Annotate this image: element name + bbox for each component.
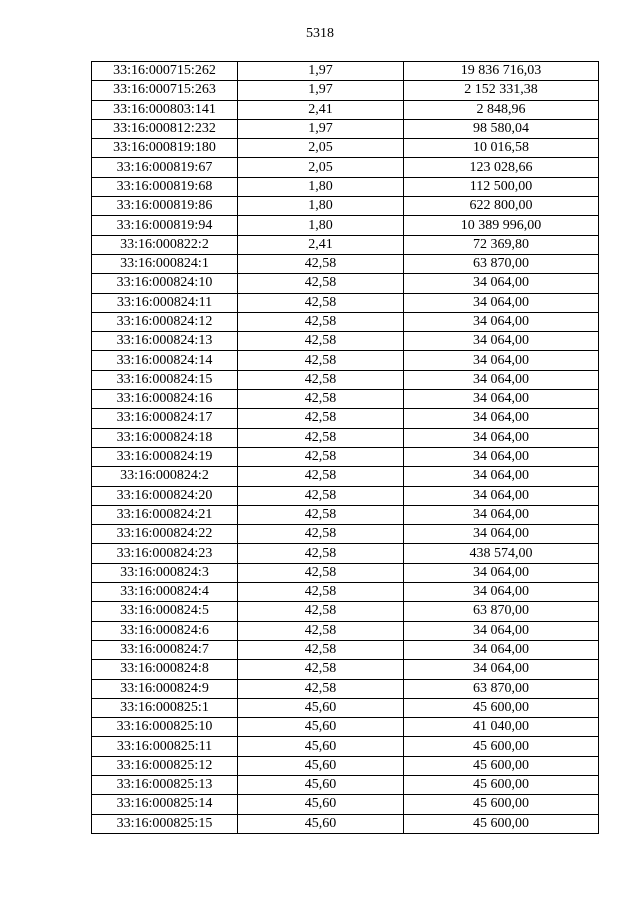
table-row (92, 100, 599, 119)
rate-cell: 42,58 (238, 254, 404, 273)
table-row (92, 409, 599, 428)
table-row (92, 486, 599, 505)
value-cell: 34 064,00 (404, 409, 599, 428)
table-row (92, 698, 599, 717)
rate-cell: 42,58 (238, 390, 404, 409)
rate-cell: 1,97 (238, 62, 404, 81)
table-row (92, 621, 599, 640)
cadastral-number-cell: 33:16:000825:15 (92, 814, 238, 833)
value-cell: 34 064,00 (404, 274, 599, 293)
cadastral-number-cell: 33:16:000824:6 (92, 621, 238, 640)
rate-cell: 42,58 (238, 409, 404, 428)
value-cell: 2 152 331,38 (404, 81, 599, 100)
rate-cell: 42,58 (238, 467, 404, 486)
cadastral-number-cell: 33:16:000819:94 (92, 216, 238, 235)
table-row (92, 679, 599, 698)
table-row (92, 216, 599, 235)
cadastral-number-cell: 33:16:000825:12 (92, 756, 238, 775)
value-cell: 34 064,00 (404, 583, 599, 602)
cadastral-number-cell: 33:16:000822:2 (92, 235, 238, 254)
cadastral-number-cell: 33:16:000824:5 (92, 602, 238, 621)
value-cell: 34 064,00 (404, 505, 599, 524)
value-cell: 34 064,00 (404, 447, 599, 466)
value-cell: 10 016,58 (404, 139, 599, 158)
cadastral-number-cell: 33:16:000824:19 (92, 447, 238, 466)
rate-cell: 1,80 (238, 177, 404, 196)
value-cell: 45 600,00 (404, 698, 599, 717)
cadastral-number-cell: 33:16:000824:4 (92, 583, 238, 602)
rate-cell: 42,58 (238, 602, 404, 621)
table-row (92, 718, 599, 737)
rate-cell: 42,58 (238, 274, 404, 293)
cadastral-number-cell: 33:16:000824:2 (92, 467, 238, 486)
rate-cell: 42,58 (238, 563, 404, 582)
value-cell: 34 064,00 (404, 486, 599, 505)
value-cell: 34 064,00 (404, 428, 599, 447)
cadastral-number-cell: 33:16:000824:18 (92, 428, 238, 447)
cadastral-number-cell: 33:16:000715:263 (92, 81, 238, 100)
rate-cell: 42,58 (238, 544, 404, 563)
cadastral-number-cell: 33:16:000824:20 (92, 486, 238, 505)
rate-cell: 1,80 (238, 197, 404, 216)
rate-cell: 45,60 (238, 756, 404, 775)
value-cell: 72 369,80 (404, 235, 599, 254)
value-cell: 112 500,00 (404, 177, 599, 196)
cadastral-number-cell: 33:16:000819:86 (92, 197, 238, 216)
rate-cell: 42,58 (238, 525, 404, 544)
rate-cell: 2,05 (238, 158, 404, 177)
value-cell: 63 870,00 (404, 602, 599, 621)
rate-cell: 2,41 (238, 100, 404, 119)
rate-cell: 42,58 (238, 370, 404, 389)
cadastral-number-cell: 33:16:000825:11 (92, 737, 238, 756)
rate-cell: 42,58 (238, 312, 404, 331)
value-cell: 34 064,00 (404, 467, 599, 486)
cadastral-number-cell: 33:16:000824:23 (92, 544, 238, 563)
cadastral-number-cell: 33:16:000824:11 (92, 293, 238, 312)
table-row (92, 351, 599, 370)
cadastral-number-cell: 33:16:000824:22 (92, 525, 238, 544)
cadastral-number-cell: 33:16:000824:8 (92, 660, 238, 679)
rate-cell: 1,97 (238, 81, 404, 100)
value-cell: 123 028,66 (404, 158, 599, 177)
value-cell: 98 580,04 (404, 119, 599, 138)
table-row (92, 177, 599, 196)
rate-cell: 42,58 (238, 583, 404, 602)
table-row (92, 775, 599, 794)
value-cell: 34 064,00 (404, 293, 599, 312)
rate-cell: 42,58 (238, 621, 404, 640)
table-row (92, 312, 599, 331)
value-cell: 34 064,00 (404, 640, 599, 659)
cadastral-number-cell: 33:16:000824:16 (92, 390, 238, 409)
rate-cell: 42,58 (238, 679, 404, 698)
table-row (92, 505, 599, 524)
rate-cell: 42,58 (238, 447, 404, 466)
table-row (92, 602, 599, 621)
rate-cell: 45,60 (238, 698, 404, 717)
rate-cell: 42,58 (238, 486, 404, 505)
table-row (92, 390, 599, 409)
table-row (92, 332, 599, 351)
value-cell: 438 574,00 (404, 544, 599, 563)
rate-cell: 45,60 (238, 775, 404, 794)
value-cell: 63 870,00 (404, 254, 599, 273)
cadastral-number-cell: 33:16:000825:10 (92, 718, 238, 737)
cadastral-table (91, 61, 599, 834)
value-cell: 10 389 996,00 (404, 216, 599, 235)
value-cell: 34 064,00 (404, 563, 599, 582)
value-cell: 45 600,00 (404, 814, 599, 833)
cadastral-number-cell: 33:16:000824:17 (92, 409, 238, 428)
value-cell: 45 600,00 (404, 795, 599, 814)
rate-cell: 45,60 (238, 718, 404, 737)
value-cell: 45 600,00 (404, 737, 599, 756)
cadastral-number-cell: 33:16:000715:262 (92, 62, 238, 81)
value-cell: 2 848,96 (404, 100, 599, 119)
rate-cell: 42,58 (238, 293, 404, 312)
rate-cell: 1,80 (238, 216, 404, 235)
rate-cell: 45,60 (238, 737, 404, 756)
cadastral-number-cell: 33:16:000824:13 (92, 332, 238, 351)
value-cell: 45 600,00 (404, 756, 599, 775)
value-cell: 34 064,00 (404, 390, 599, 409)
cadastral-number-cell: 33:16:000824:21 (92, 505, 238, 524)
table-row (92, 756, 599, 775)
table-row (92, 274, 599, 293)
cadastral-number-cell: 33:16:000819:67 (92, 158, 238, 177)
table-row (92, 563, 599, 582)
rate-cell: 1,97 (238, 119, 404, 138)
cadastral-number-cell: 33:16:000824:9 (92, 679, 238, 698)
table-row (92, 62, 599, 81)
rate-cell: 42,58 (238, 351, 404, 370)
table-row (92, 235, 599, 254)
table-row (92, 814, 599, 833)
table-row (92, 370, 599, 389)
table-row (92, 525, 599, 544)
table-body (92, 62, 599, 834)
value-cell: 34 064,00 (404, 660, 599, 679)
cadastral-number-cell: 33:16:000824:7 (92, 640, 238, 659)
rate-cell: 42,58 (238, 505, 404, 524)
rate-cell: 42,58 (238, 640, 404, 659)
cadastral-number-cell: 33:16:000824:3 (92, 563, 238, 582)
rate-cell: 42,58 (238, 660, 404, 679)
cadastral-number-cell: 33:16:000824:10 (92, 274, 238, 293)
table-row (92, 81, 599, 100)
rate-cell: 45,60 (238, 795, 404, 814)
table-row (92, 139, 599, 158)
cadastral-number-cell: 33:16:000825:14 (92, 795, 238, 814)
value-cell: 34 064,00 (404, 525, 599, 544)
table-row (92, 119, 599, 138)
table-row (92, 158, 599, 177)
value-cell: 34 064,00 (404, 351, 599, 370)
table-row (92, 737, 599, 756)
table-row (92, 640, 599, 659)
rate-cell: 42,58 (238, 428, 404, 447)
value-cell: 41 040,00 (404, 718, 599, 737)
value-cell: 34 064,00 (404, 621, 599, 640)
table-row (92, 467, 599, 486)
cadastral-number-cell: 33:16:000824:12 (92, 312, 238, 331)
cadastral-number-cell: 33:16:000825:1 (92, 698, 238, 717)
cadastral-number-cell: 33:16:000825:13 (92, 775, 238, 794)
table-row (92, 795, 599, 814)
rate-cell: 2,05 (238, 139, 404, 158)
value-cell: 45 600,00 (404, 775, 599, 794)
value-cell: 34 064,00 (404, 332, 599, 351)
cadastral-number-cell: 33:16:000824:14 (92, 351, 238, 370)
table-row (92, 544, 599, 563)
table-row (92, 583, 599, 602)
table-row (92, 293, 599, 312)
value-cell: 34 064,00 (404, 370, 599, 389)
cadastral-number-cell: 33:16:000812:232 (92, 119, 238, 138)
value-cell: 63 870,00 (404, 679, 599, 698)
value-cell: 622 800,00 (404, 197, 599, 216)
table-row (92, 447, 599, 466)
table-row (92, 197, 599, 216)
table-row (92, 254, 599, 273)
value-cell: 19 836 716,03 (404, 62, 599, 81)
cadastral-number-cell: 33:16:000803:141 (92, 100, 238, 119)
table-row (92, 660, 599, 679)
cadastral-number-cell: 33:16:000819:180 (92, 139, 238, 158)
rate-cell: 42,58 (238, 332, 404, 351)
cadastral-number-cell: 33:16:000824:1 (92, 254, 238, 273)
cadastral-number-cell: 33:16:000824:15 (92, 370, 238, 389)
cadastral-number-cell: 33:16:000819:68 (92, 177, 238, 196)
rate-cell: 45,60 (238, 814, 404, 833)
rate-cell: 2,41 (238, 235, 404, 254)
value-cell: 34 064,00 (404, 312, 599, 331)
table-row (92, 428, 599, 447)
page-number: 5318 (306, 26, 334, 41)
